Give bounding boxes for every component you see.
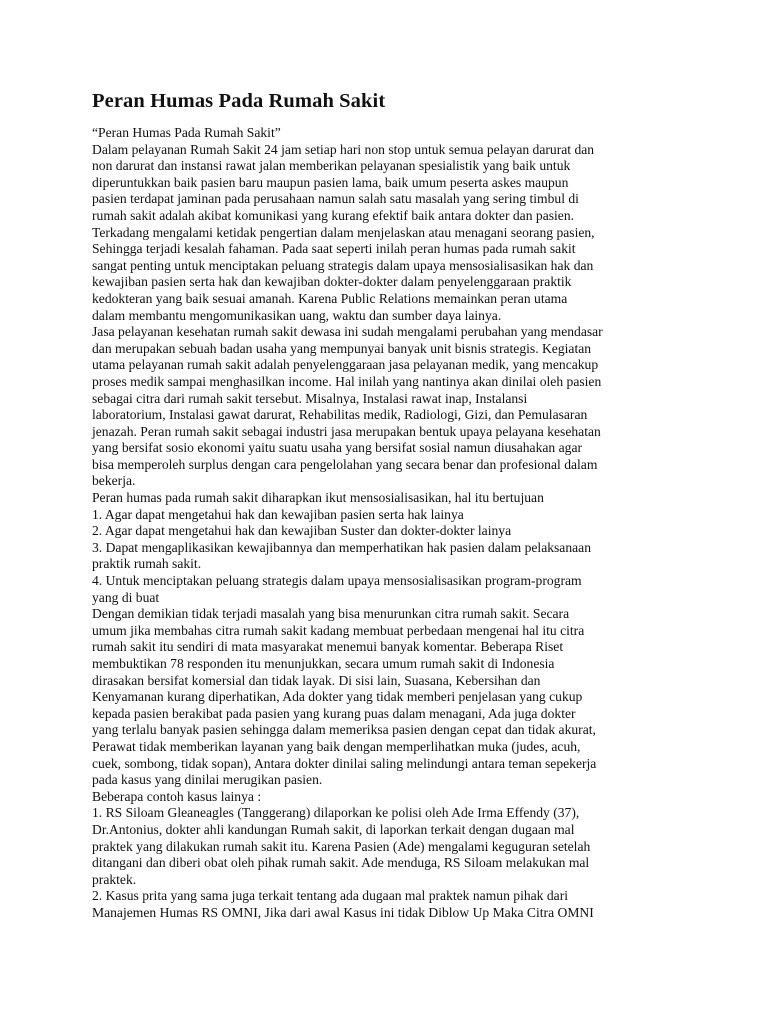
- text-line: dan merupakan sebuah badan usaha yang mempunyai banyak unit bisnis strategis. Kegiatan: [92, 340, 592, 356]
- text-line: dalam membantu mengomunikasikan uang, waktu dan sumber daya lainya.: [92, 307, 502, 323]
- text-line: umum jika membahas citra rumah sakit kadang membuat perbedaan mengenai hal itu citra: [92, 622, 585, 638]
- text-line: yang bersifat sosio ekonomi yaitu suatu usaha yang bersifat sosial namun diusahakan agar: [92, 440, 583, 456]
- text-line: diperuntukkan baik pasien baru maupun pasien lama, baik umum peserta askes maupun: [92, 174, 569, 190]
- text-line: Peran humas pada rumah sakit diharapkan ikut mensosialisasikan, hal itu bertujuan: [92, 490, 544, 506]
- document-body: [92, 125, 682, 922]
- text-line: yang di buat: [92, 589, 160, 605]
- text-line: Sehingga terjadi kesalah fahaman. Pada saat seperti inilah peran humas pada rumah sakit: [92, 241, 576, 257]
- text-line: sangat penting untuk menciptakan peluang strategis dalam upaya mensosialisasikan hak dan: [92, 257, 594, 273]
- text-line: 2. Agar dapat mengetahui hak dan kewajiban Suster dan dokter-dokter lainya: [92, 523, 512, 539]
- text-line: Dalam pelayanan Rumah Sakit 24 jam setiap hari non stop untuk semua pelayan darurat dan: [92, 141, 595, 157]
- text-line: kedokteran yang baik sesuai amanah. Karena Public Relations memainkan peran utama: [92, 290, 568, 306]
- text-line: rumah sakit adalah akibat komunikasi yang kurang efektif baik antara dokter dan pasien.: [92, 207, 575, 223]
- text-line: rumah sakit itu sendiri di mata masyarakat menemui banyak komentar. Beberapa Riset: [92, 639, 564, 655]
- text-line: bisa memperoleh surplus dengan cara pengelolahan yang secara benar dan profesional dalam: [92, 456, 598, 472]
- text-line: praktek yang dilakukan rumah sakit itu. Karena Pasien (Ade) mengalami keguguran setelah: [92, 838, 591, 854]
- text-line: proses medik sampai menghasilkan income. Hal inilah yang nantinya akan dinilai oleh pasien: [92, 373, 602, 389]
- text-line: Terkadang mengalami ketidak pengertian dalam menjelaskan atau menagani seorang pasien,: [92, 224, 595, 240]
- text-line: Perawat tidak memberikan layanan yang baik dengan memperlihatkan muka (judes, acuh,: [92, 738, 581, 754]
- text-line: cuek, sombong, tidak sopan), Antara dokter dinilai saling melindungi antara teman sepekerja: [92, 755, 597, 771]
- text-line: ditangani dan diberi obat oleh pihak rumah sakit. Ade menduga, RS Siloam melakukan mal: [92, 855, 590, 871]
- text-line: laboratorium, Instalasi gawat darurat, Rehabilitas medik, Radiologi, Gizi, dan Pemulasaran: [92, 407, 588, 423]
- document-title: Peran Humas Pada Rumah Sakit: [92, 90, 386, 112]
- text-line: Jasa pelayanan kesehatan rumah sakit dewasa ini sudah mengalami perubahan yang mendasar: [92, 324, 603, 340]
- text-line: 3. Dapat mengaplikasikan kewajibannya dan memperhatikan hak pasien dalam pelaksanaan: [92, 539, 592, 555]
- text-line: 1. RS Siloam Gleaneagles (Tanggerang) dilaporkan ke polisi oleh Ade Irma Effendy (37),: [92, 805, 580, 821]
- text-line: utama pelayanan rumah sakit adalah penyelenggaraan jasa pelayanan medik, yang mencakup: [92, 357, 599, 373]
- text-line: 2. Kasus prita yang sama juga terkait tentang ada dugaan mal praktek namun pihak dari: [92, 888, 569, 904]
- text-line: kewajiban pasien serta hak dan kewajiban dokter-dokter dalam penyelenggaraan praktik: [92, 274, 572, 290]
- text-line: Manajemen Humas RS OMNI, Jika dari awal Kasus ini tidak Diblow Up Maka Citra OMNI: [92, 904, 594, 920]
- text-line: Kenyamanan kurang diperhatikan, Ada dokter yang tidak memberi penjelasan yang cukup: [92, 689, 583, 705]
- text-line: 4. Untuk menciptakan peluang strategis dalam upaya mensosialisasikan program-program: [92, 573, 582, 589]
- text-line: yang terlalu banyak pasien sehingga dalam memeriksa pasien dengan cepat dan tidak akurat,: [92, 722, 596, 738]
- text-line: pada kasus yang dinilai merugikan pasien.: [92, 772, 323, 788]
- text-line: sebagai citra dari rumah sakit tersebut. Misalnya, Instalasi rawat inap, Instalansi: [92, 390, 528, 406]
- text-line: dirasakan bersifat komersial dan tidak layak. Di sisi lain, Suasana, Kebersihan dan: [92, 672, 541, 688]
- text-line: pasien terdapat jaminan pada perusahaan namun salah satu masalah yang sering timbul di: [92, 191, 579, 207]
- text-line: praktek.: [92, 871, 137, 887]
- text-line: “Peran Humas Pada Rumah Sakit”: [92, 125, 281, 140]
- text-line: praktik rumah sakit.: [92, 556, 202, 572]
- text-line: jenazah. Peran rumah sakit sebagai industri jasa merupakan bentuk upaya pelayana kesehatan: [92, 423, 601, 439]
- text-line: kepada pasien berakibat pada pasien yang kurang puas dalam menagani, Ada juga dokter: [92, 705, 576, 721]
- text-line: 1. Agar dapat mengetahui hak dan kewajiban pasien serta hak lainya: [92, 506, 464, 522]
- text-line: Dengan demikian tidak terjadi masalah yang bisa menurunkan citra rumah sakit. Secara: [92, 606, 570, 622]
- text-line: Beberapa contoh kasus lainya :: [92, 788, 262, 804]
- text-line: Dr.Antonius, dokter ahli kandungan Rumah sakit, di laporkan terkait dengan dugaan mal: [92, 821, 575, 837]
- text-line: bekerja.: [92, 473, 136, 489]
- text-line: membuktikan 78 responden itu menunjukkan, secara umum rumah sakit di Indonesia: [92, 656, 555, 671]
- text-line: non darurat dan instansi rawat jalan memberikan pelayanan spesialistik yang baik untuk: [92, 158, 571, 174]
